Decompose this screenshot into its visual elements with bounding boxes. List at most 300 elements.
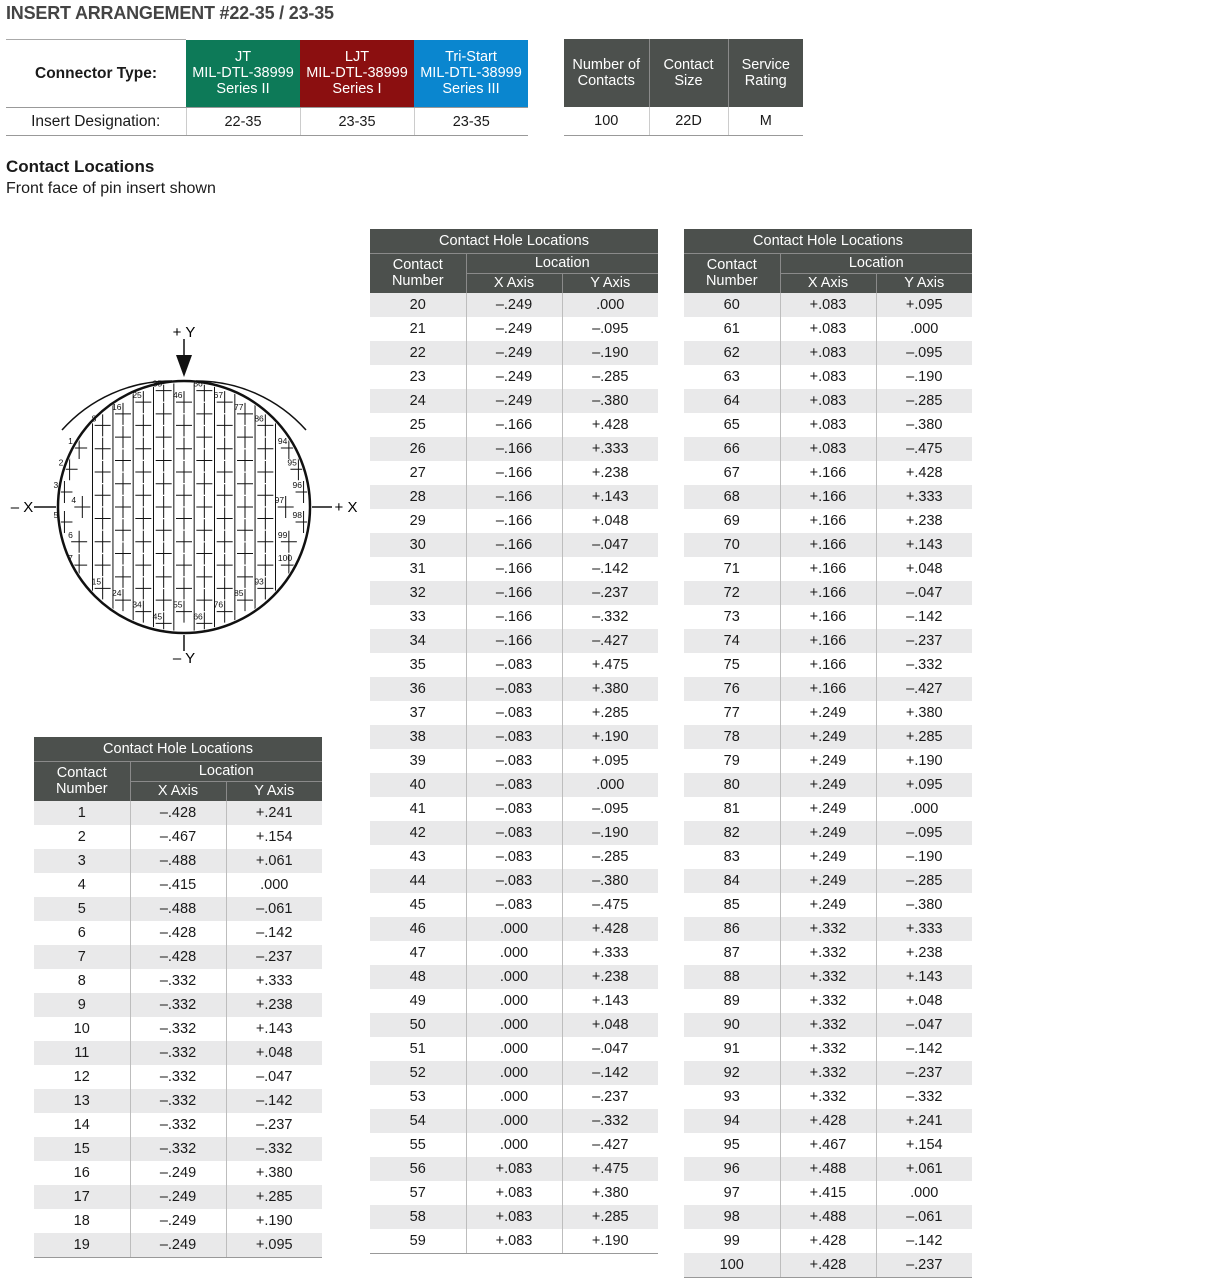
service-rating-header: Service Rating [728, 39, 803, 107]
contact-number-cell: 1 [34, 801, 130, 825]
x-axis-cell: –.249 [466, 389, 562, 413]
x-axis-cell: –.428 [130, 801, 226, 825]
contact-label: 97 [274, 495, 285, 505]
y-axis-cell: +.190 [562, 725, 658, 749]
contact-number-cell: 65 [684, 413, 780, 437]
y-axis-cell: +.143 [562, 485, 658, 509]
x-axis-cell: +.428 [780, 1109, 876, 1133]
contact-label: 4 [71, 495, 77, 505]
table-row [34, 1161, 322, 1185]
contact-number-cell: 12 [34, 1065, 130, 1089]
contact-locations-title: Contact Locations [6, 157, 155, 176]
y-axis-cell: –.237 [562, 581, 658, 605]
contact-number-cell: 33 [370, 605, 466, 629]
contact-number-cell: 98 [684, 1205, 780, 1229]
x-axis-cell: +.166 [780, 605, 876, 629]
contact-number-cell: 29 [370, 509, 466, 533]
table-row [370, 1181, 658, 1205]
contact-hole-locations-table-2 [370, 229, 658, 1254]
x-axis-cell: +.083 [780, 365, 876, 389]
x-axis-cell: +.249 [780, 749, 876, 773]
x-axis-cell: –.166 [466, 413, 562, 437]
y-axis-cell: +.475 [562, 653, 658, 677]
contact-number-cell: 96 [684, 1157, 780, 1181]
y-axis-cell: –.475 [562, 893, 658, 917]
x-axis-cell: +.249 [780, 845, 876, 869]
x-axis-cell: –.332 [130, 1065, 226, 1089]
contact-number-cell: 70 [684, 533, 780, 557]
table-row [370, 797, 658, 821]
x-axis-cell: –.332 [130, 969, 226, 993]
x-axis-cell: +.249 [780, 821, 876, 845]
contact-number-cell: 91 [684, 1037, 780, 1061]
insert-designation-label: Insert Designation: [6, 108, 186, 136]
table-row [370, 437, 658, 461]
x-axis-cell: +.332 [780, 1061, 876, 1085]
y-axis-cell: –.061 [226, 897, 322, 921]
table-caption: Contact Hole Locations [34, 737, 322, 761]
contact-number-cell: 64 [684, 389, 780, 413]
table-row [370, 845, 658, 869]
y-axis-cell: +.154 [876, 1133, 972, 1157]
number-of-contacts-header: Number of Contacts [564, 39, 649, 107]
contact-number-cell: 51 [370, 1037, 466, 1061]
table-row [684, 773, 972, 797]
x-axis-cell: .000 [466, 917, 562, 941]
contact-number-cell: 39 [370, 749, 466, 773]
x-axis-cell: –.083 [466, 749, 562, 773]
contact-label: 24 [111, 588, 122, 599]
contact-size-header: Contact Size [649, 39, 728, 107]
y-axis-cell: +.238 [562, 461, 658, 485]
contact-label: 93 [254, 576, 264, 587]
y-axis-cell: –.047 [876, 581, 972, 605]
x-axis-cell: +.332 [780, 989, 876, 1013]
contact-number-cell: 76 [684, 677, 780, 701]
contact-label: 94 [277, 435, 288, 446]
x-axis-cell: –.249 [466, 317, 562, 341]
contact-number-cell: 10 [34, 1017, 130, 1041]
x-axis-cell: +.083 [780, 317, 876, 341]
y-axis-cell: +.048 [562, 509, 658, 533]
y-axis-cell: –.332 [562, 1109, 658, 1133]
contact-label: 2 [58, 457, 64, 468]
y-axis-cell: +.333 [876, 485, 972, 509]
contact-label: 76 [213, 599, 224, 610]
contact-number-cell: 85 [684, 893, 780, 917]
y-axis-cell: +.143 [876, 965, 972, 989]
x-axis-cell: –.166 [466, 629, 562, 653]
table-row [684, 1061, 972, 1085]
y-axis-cell: –.142 [226, 921, 322, 945]
contact-number-cell: 9 [34, 993, 130, 1017]
y-axis-cell: –.285 [562, 845, 658, 869]
table-row [370, 965, 658, 989]
contact-number-cell: 92 [684, 1061, 780, 1085]
contact-number-cell: 74 [684, 629, 780, 653]
table-row [370, 341, 658, 365]
keyway-arc-right [196, 381, 306, 430]
y-axis-cell: –.142 [562, 1061, 658, 1085]
y-axis-cell: +.048 [562, 1013, 658, 1037]
table-row [370, 629, 658, 653]
contact-label: 8 [91, 413, 97, 424]
table-row [34, 1113, 322, 1137]
x-axis-cell: +.166 [780, 485, 876, 509]
x-axis-cell: –.249 [130, 1209, 226, 1233]
table-row [370, 725, 658, 749]
table-row [684, 605, 972, 629]
table-row [370, 677, 658, 701]
contact-hole-locations-table-3 [684, 229, 972, 1278]
y-axis-cell: +.380 [876, 701, 972, 725]
connector-type-label: Connector Type: [6, 40, 186, 108]
table-row [370, 413, 658, 437]
contact-label: 56 [193, 378, 203, 389]
x-axis-cell: +.428 [780, 1229, 876, 1253]
page-title: INSERT ARRANGEMENT #22-35 / 23-35 [6, 3, 334, 23]
plus-x-label: + X [334, 499, 358, 516]
y-axis-cell: +.380 [226, 1161, 322, 1185]
table-row [34, 873, 322, 897]
contact-number-cell: 37 [370, 701, 466, 725]
x-axis-cell: +.249 [780, 701, 876, 725]
contact-label: 86 [254, 413, 264, 424]
contact-label: 46 [173, 390, 183, 401]
y-axis-cell: –.427 [562, 629, 658, 653]
table-row [684, 1229, 972, 1253]
x-axis-cell: –.083 [466, 821, 562, 845]
x-axis-cell: –.166 [466, 461, 562, 485]
x-axis-cell: .000 [466, 965, 562, 989]
contact-label: 6 [68, 529, 73, 540]
contact-number-cell: 22 [370, 341, 466, 365]
contact-number-cell: 32 [370, 581, 466, 605]
y-axis-cell: .000 [876, 797, 972, 821]
connector-tristart-header: Tri-Start MIL-DTL-38999 Series III [414, 40, 528, 108]
contact-label: 16 [111, 401, 122, 412]
contact-number-cell: 4 [34, 873, 130, 897]
contact-number-cell: 24 [370, 389, 466, 413]
table-caption: Contact Hole Locations [370, 229, 658, 253]
table-row [34, 921, 322, 945]
table-row [370, 293, 658, 317]
x-axis-cell: –.332 [130, 1137, 226, 1161]
contact-number-cell: 94 [684, 1109, 780, 1133]
table-row [370, 749, 658, 773]
table-row [370, 1133, 658, 1157]
x-axis-cell: –.467 [130, 825, 226, 849]
y-axis-cell: –.095 [876, 341, 972, 365]
table-row [370, 1085, 658, 1109]
x-axis-cell: –.083 [466, 701, 562, 725]
y-axis-cell: –.380 [562, 869, 658, 893]
contact-number-cell: 62 [684, 341, 780, 365]
contact-number-cell: 46 [370, 917, 466, 941]
number-of-contacts-value: 100 [564, 107, 649, 135]
x-axis-cell: +.249 [780, 725, 876, 749]
table-row [370, 485, 658, 509]
y-axis-cell: –.332 [226, 1137, 322, 1161]
contact-number-cell: 2 [34, 825, 130, 849]
y-axis-cell: –.475 [876, 437, 972, 461]
contact-number-cell: 75 [684, 653, 780, 677]
y-axis-cell: +.143 [876, 533, 972, 557]
table-row [34, 945, 322, 969]
x-axis-cell: +.249 [780, 773, 876, 797]
y-axis-cell: –.285 [562, 365, 658, 389]
y-axis-cell: –.237 [562, 1085, 658, 1109]
y-axis-cell: +.241 [876, 1109, 972, 1133]
table-row [684, 461, 972, 485]
x-axis-cell: +.166 [780, 629, 876, 653]
table-row [34, 1041, 322, 1065]
y-axis-cell: +.428 [562, 917, 658, 941]
y-axis-header: Y Axis [876, 273, 972, 293]
contact-number-cell: 31 [370, 557, 466, 581]
x-axis-cell: .000 [466, 1037, 562, 1061]
x-axis-cell: +.467 [780, 1133, 876, 1157]
designation-jt: 22-35 [186, 108, 300, 136]
contact-number-cell: 73 [684, 605, 780, 629]
x-axis-cell: +.166 [780, 581, 876, 605]
x-axis-cell: –.166 [466, 557, 562, 581]
table-row [370, 317, 658, 341]
x-axis-cell: +.083 [780, 341, 876, 365]
contact-number-cell: 89 [684, 989, 780, 1013]
y-axis-cell: +.285 [226, 1185, 322, 1209]
y-axis-cell: +.333 [876, 917, 972, 941]
y-axis-cell: –.142 [876, 605, 972, 629]
y-axis-cell: +.095 [876, 293, 972, 317]
contact-size-value: 22D [649, 107, 728, 135]
table-row [370, 605, 658, 629]
table-row [684, 917, 972, 941]
x-axis-cell: +.166 [780, 509, 876, 533]
y-axis-cell: +.380 [562, 677, 658, 701]
y-axis-cell: +.061 [876, 1157, 972, 1181]
y-axis-cell: .000 [876, 1181, 972, 1205]
table-row [684, 845, 972, 869]
contact-label: 7 [68, 553, 73, 564]
y-axis-cell: –.047 [562, 533, 658, 557]
table-row [370, 941, 658, 965]
contact-number-header: Contact Number [370, 253, 466, 293]
x-axis-cell: –.332 [130, 1089, 226, 1113]
x-axis-cell: +.083 [780, 437, 876, 461]
table-row [370, 1205, 658, 1229]
y-axis-cell: +.285 [876, 725, 972, 749]
y-axis-cell: +.143 [226, 1017, 322, 1041]
contact-number-cell: 83 [684, 845, 780, 869]
contact-number-cell: 63 [684, 365, 780, 389]
x-axis-cell: +.166 [780, 533, 876, 557]
contact-number-cell: 68 [684, 485, 780, 509]
table-row [370, 869, 658, 893]
y-axis-cell: –.095 [562, 797, 658, 821]
contact-number-cell: 80 [684, 773, 780, 797]
contact-number-cell: 44 [370, 869, 466, 893]
x-axis-cell: –.166 [466, 509, 562, 533]
contact-number-cell: 72 [684, 581, 780, 605]
y-axis-cell: +.190 [226, 1209, 322, 1233]
x-axis-cell: –.166 [466, 485, 562, 509]
contact-number-cell: 49 [370, 989, 466, 1013]
table-row [684, 389, 972, 413]
y-axis-cell: +.048 [876, 989, 972, 1013]
contact-number-cell: 60 [684, 293, 780, 317]
y-axis-cell: –.142 [562, 557, 658, 581]
x-axis-cell: –.428 [130, 945, 226, 969]
table-row [684, 749, 972, 773]
x-axis-cell: –.083 [466, 845, 562, 869]
contact-number-cell: 55 [370, 1133, 466, 1157]
table-row [684, 821, 972, 845]
x-axis-cell: –.332 [130, 1041, 226, 1065]
contact-number-cell: 50 [370, 1013, 466, 1037]
location-header: Location [130, 761, 322, 781]
y-axis-cell: –.380 [876, 413, 972, 437]
contact-number-cell: 97 [684, 1181, 780, 1205]
contact-label: 55 [173, 599, 183, 610]
table-row [370, 773, 658, 797]
contact-number-cell: 87 [684, 941, 780, 965]
y-axis-cell: +.285 [562, 701, 658, 725]
contact-number-cell: 66 [684, 437, 780, 461]
x-axis-cell: +.166 [780, 677, 876, 701]
y-axis-cell: –.237 [876, 629, 972, 653]
contact-number-cell: 86 [684, 917, 780, 941]
x-axis-cell: –.166 [466, 533, 562, 557]
x-axis-cell: +.249 [780, 893, 876, 917]
connector-ljt-header: LJT MIL-DTL-38999 Series I [300, 40, 414, 108]
contact-label: 66 [193, 611, 203, 622]
table-row [370, 1013, 658, 1037]
x-axis-cell: –.083 [466, 797, 562, 821]
contact-number-cell: 99 [684, 1229, 780, 1253]
y-axis-cell: –.380 [876, 893, 972, 917]
location-header: Location [466, 253, 658, 273]
table-row [370, 701, 658, 725]
contact-number-cell: 27 [370, 461, 466, 485]
table-row [684, 1085, 972, 1109]
contact-number-header: Contact Number [684, 253, 780, 293]
y-axis-header: Y Axis [562, 273, 658, 293]
contact-label: 77 [234, 401, 244, 412]
contact-label: 100 [277, 553, 293, 564]
x-axis-cell: .000 [466, 1133, 562, 1157]
y-axis-cell: +.285 [562, 1205, 658, 1229]
y-axis-cell: –.380 [562, 389, 658, 413]
table-row [370, 1061, 658, 1085]
contact-number-cell: 16 [34, 1161, 130, 1185]
x-axis-cell: +.415 [780, 1181, 876, 1205]
contact-number-cell: 18 [34, 1209, 130, 1233]
y-axis-cell: +.154 [226, 825, 322, 849]
contact-number-cell: 8 [34, 969, 130, 993]
table-row [684, 1205, 972, 1229]
y-axis-cell: –.427 [876, 677, 972, 701]
key-arrow-icon [176, 355, 192, 377]
table-row [684, 557, 972, 581]
contact-number-cell: 20 [370, 293, 466, 317]
x-axis-cell: –.332 [130, 1113, 226, 1137]
x-axis-cell: .000 [466, 941, 562, 965]
contact-number-cell: 30 [370, 533, 466, 557]
x-axis-cell: +.332 [780, 965, 876, 989]
y-axis-cell: +.428 [562, 413, 658, 437]
contact-label: 99 [277, 529, 288, 540]
contact-number-cell: 28 [370, 485, 466, 509]
insert-arrangement-diagram [0, 315, 370, 675]
table-row [684, 941, 972, 965]
contact-label: 1 [68, 435, 73, 446]
contact-label: 15 [91, 576, 102, 587]
table-row [370, 989, 658, 1013]
x-axis-cell: –.083 [466, 653, 562, 677]
y-axis-cell: +.190 [876, 749, 972, 773]
table-row [370, 1229, 658, 1253]
connector-jt-header: JT MIL-DTL-38999 Series II [186, 40, 300, 108]
table-row [370, 533, 658, 557]
y-axis-cell: +.333 [562, 941, 658, 965]
y-axis-cell: –.190 [876, 845, 972, 869]
table-row [684, 413, 972, 437]
table-row [370, 1157, 658, 1181]
table-row [684, 989, 972, 1013]
table-row [684, 1109, 972, 1133]
table-row [370, 461, 658, 485]
y-axis-cell: +.061 [226, 849, 322, 873]
x-axis-cell: –.083 [466, 725, 562, 749]
connector-type-table [6, 39, 528, 136]
table-caption: Contact Hole Locations [684, 229, 972, 253]
table-row [684, 701, 972, 725]
plus-y-label: + Y [172, 324, 196, 341]
y-axis-header: Y Axis [226, 781, 322, 801]
contact-number-cell: 69 [684, 509, 780, 533]
x-axis-header: X Axis [130, 781, 226, 801]
table-row [370, 653, 658, 677]
contact-hole-locations-table-1 [34, 737, 322, 1258]
y-axis-cell: –.427 [562, 1133, 658, 1157]
contact-label: 5 [53, 509, 59, 520]
contact-number-cell: 82 [684, 821, 780, 845]
table-row [34, 1233, 322, 1257]
y-axis-cell: –.047 [226, 1065, 322, 1089]
table-row [684, 677, 972, 701]
x-axis-cell: –.166 [466, 581, 562, 605]
x-axis-cell: .000 [466, 1061, 562, 1085]
table-row [34, 801, 322, 825]
y-axis-cell: –.190 [562, 341, 658, 365]
table-row [370, 821, 658, 845]
table-row [684, 437, 972, 461]
contact-label: 85 [234, 588, 244, 599]
contact-label: 25 [132, 390, 142, 401]
contact-label: 35 [152, 378, 163, 389]
contact-number-cell: 40 [370, 773, 466, 797]
y-axis-cell: +.238 [226, 993, 322, 1017]
table-row [684, 869, 972, 893]
contact-number-cell: 6 [34, 921, 130, 945]
contact-number-cell: 42 [370, 821, 466, 845]
contact-number-cell: 59 [370, 1229, 466, 1253]
specs-table [564, 39, 803, 136]
contact-number-cell: 54 [370, 1109, 466, 1133]
x-axis-cell: +.083 [780, 293, 876, 317]
x-axis-cell: –.428 [130, 921, 226, 945]
